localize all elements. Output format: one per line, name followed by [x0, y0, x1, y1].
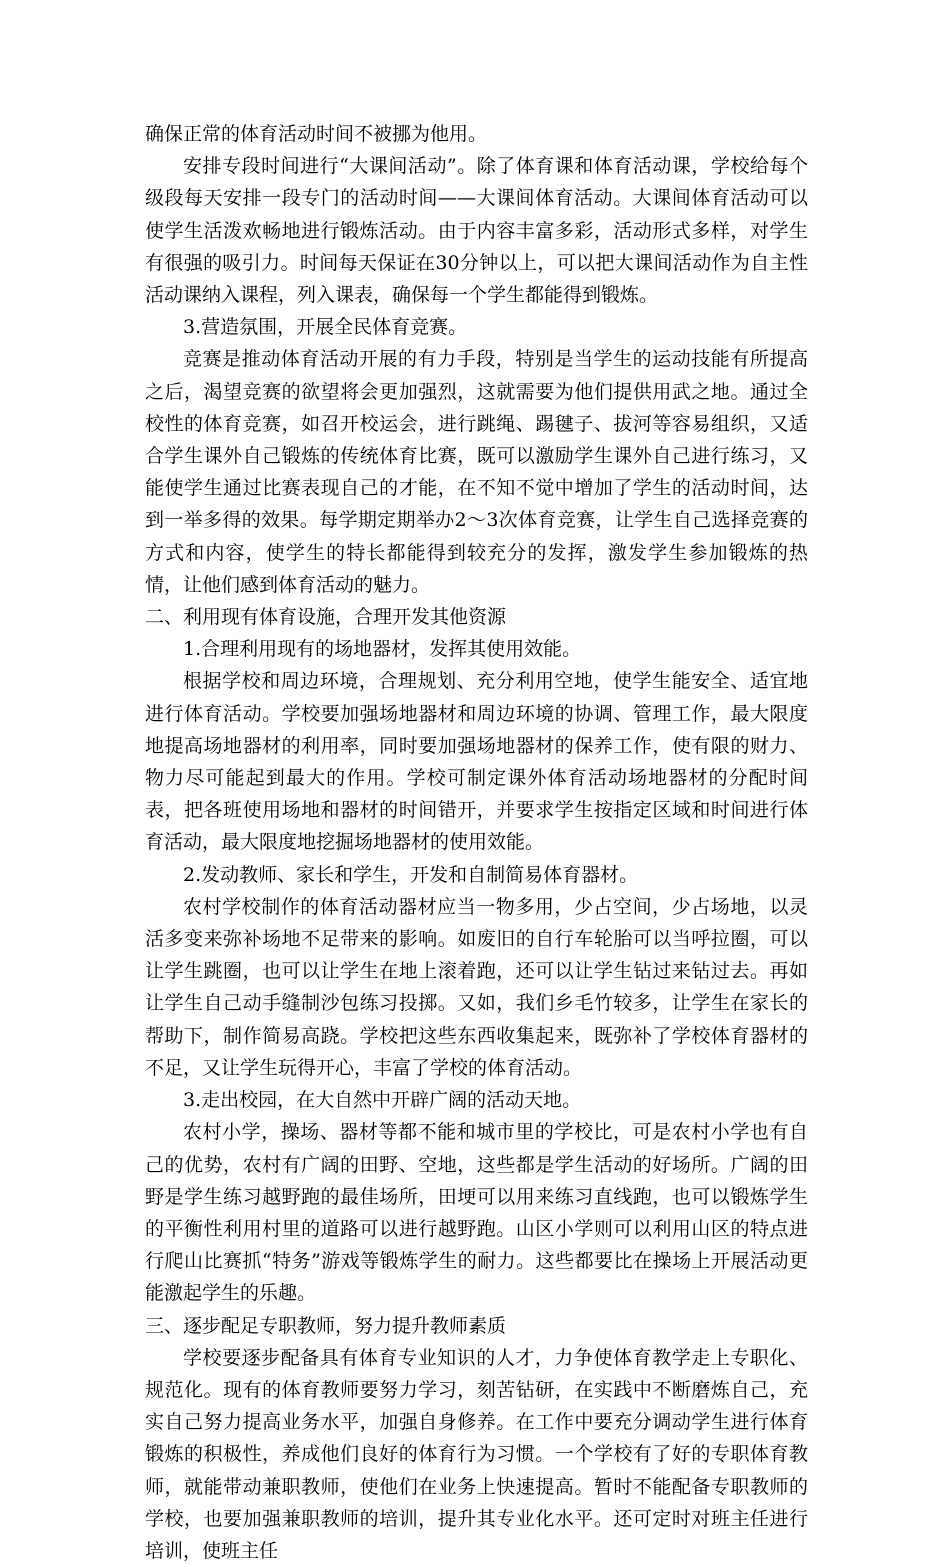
paragraph: 农村小学，操场、器材等都不能和城市里的学校比，可是农村小学也有自己的优势，农村有广阔的田野、空地，这些都是学生活动的好场所。广阔的田野是学生练习越野跑的最佳场所，田埂可以用来练习直线跑，也可以锻炼学生的平衡性利用村里的道路可以进行越野跑。山区小学则可以利用山区的特点进行爬山比赛抓“特务”游戏等锻炼学生的耐力。这些都要比在操场上开展活动更能激起学生的乐趣。	[145, 1121, 808, 1305]
document-page	[145, 118, 808, 1567]
paragraph: 学校要逐步配备具有体育专业知识的人才，力争使体育教学走上专职化、规范化。现有的体育教师要努力学习，刻苦钻研，在实践中不断磨炼自己，充实自己努力提高业务水平，加强自身修养。在工作中要充分调动学生进行体育锻炼的积极性，养成他们良好的体育行为习惯。一个学校有了好的专职体育教师，就能带动兼职教师，使他们在业务上快速提高。暂时不能配备专职教师的学校，也要加强兼职教师的培训，提升其专业化水平。还可定时对班主任进行培训，使班主任	[145, 1346, 808, 1562]
paragraph: 安排专段时间进行“大课间活动”。除了体育课和体育活动课，学校给每个级段每天安排一段专门的活动时间——大课间体育活动。大课间体育活动可以使学生活泼欢畅地进行锻炼活动。由于内容丰富多彩，活动形式多样，对学生有很强的吸引力。时间每天保证在30分钟以上，可以把大课间活动作为自主性活动课纳入课程，列入课表，确保每一个学生都能得到锻炼。	[145, 155, 808, 307]
paragraph: 农村学校制作的体育活动器材应当一物多用，少占空间，少占场地，以灵活多变来弥补场地不足带来的影响。如废旧的自行车轮胎可以当呼拉圈，可以让学生跳圈，也可以让学生在地上滚着跑，还可以让学生钻过来钻过去。再如让学生自己动手缝制沙包练习投掷。又如，我们乡毛竹较多，让学生在家长的帮助下，制作简易高跷。学校把这些东西收集起来，既弥补了学校体育器材的不足，又让学生玩得开心，丰富了学校的体育活动。	[145, 895, 808, 1079]
subheading: 3.营造氛围，开展全民体育竞赛。	[183, 316, 468, 339]
paragraph: 确保正常的体育活动时间不被挪为他用。	[145, 123, 488, 145]
paragraph: 竞赛是推动体育活动开展的有力手段，特别是当学生的运动技能有所提高之后，渴望竞赛的欲望将会更加强烈，这就需要为他们提供用武之地。通过全校性的体育竞赛，如召开校运会，进行跳绳、踢毽子、拔河等容易组织，又适合学生课外自己锻炼的传统体育比赛，既可以激励学生课外自己进行练习，又能使学生通过比赛表现自己的才能，在不知不觉中增加了学生的活动时间，达到一举多得的效果。每学期定期举办2～3次体育竞赛，让学生自己选择竞赛的方式和内容，使学生的特长都能得到较充分的发挥，激发学生参加锻炼的热情，让他们感到体育活动的魅力。	[145, 348, 808, 596]
paragraph: 根据学校和周边环境，合理规划、充分利用空地，使学生能安全、适宜地进行体育活动。学校要加强场地器材和周边环境的协调、管理工作，最大限度地提高场地器材的利用率，同时要加强场地器材的保养工作，使有限的财力、物力尽可能起到最大的作用。学校可制定课外体育活动场地器材的分配时间表，把各班使用场地和器材的时间错开，并要求学生按指定区域和时间进行体育活动，最大限度地挖掘场地器材的使用效能。	[145, 670, 808, 854]
subheading: 1.合理利用现有的场地器材，发挥其使用效能。	[183, 638, 582, 661]
section-heading: 二、利用现有体育设施，合理开发其他资源	[145, 606, 507, 629]
subheading: 2.发动教师、家长和学生，开发和自制简易体育器材。	[183, 863, 639, 886]
section-heading: 三、逐步配足专职教师，努力提升教师素质	[145, 1314, 507, 1337]
subheading: 3.走出校园，在大自然中开辟广阔的活动天地。	[183, 1089, 582, 1112]
